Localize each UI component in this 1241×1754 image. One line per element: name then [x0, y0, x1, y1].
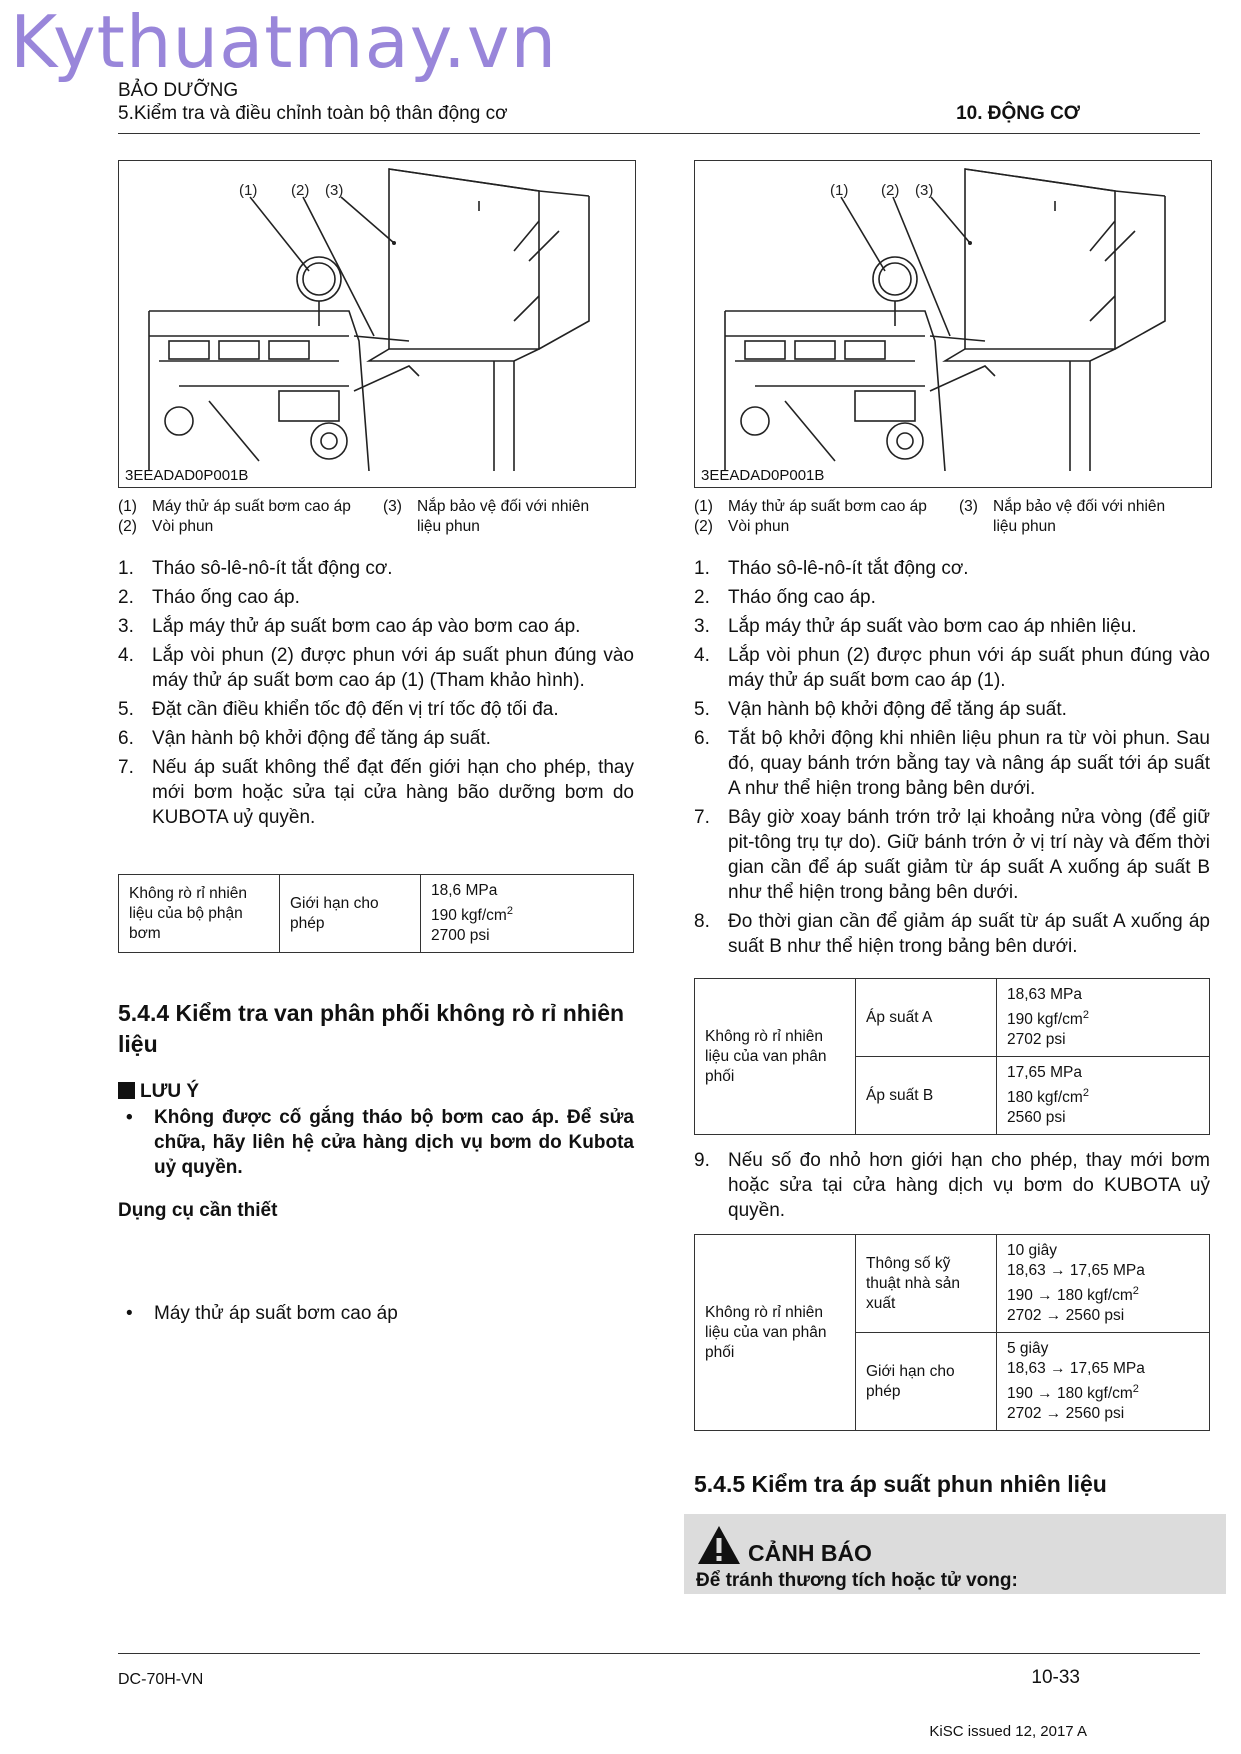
legend-text: liệu phun [993, 518, 1056, 535]
callout-3: (3) [325, 182, 344, 199]
header-subsection: 5.Kiểm tra và điều chỉnh toàn bộ thân động cơ [118, 103, 508, 124]
tools-item: • Máy thử áp suất bơm cao áp [126, 1303, 398, 1324]
legend-num: (2) [694, 518, 713, 535]
legend-text: Nắp bảo vệ đối với nhiên [993, 498, 1166, 515]
left-steps [118, 556, 634, 834]
warning-title: CẢNH BÁO [748, 1540, 872, 1566]
left-figure-legend-a [118, 497, 388, 537]
table-cell: 17,65 MPa 180 kgf/$cm^2$ 2560 psi [997, 1057, 1210, 1135]
legend-text: Nắp bảo vệ đối với nhiên [417, 498, 590, 515]
pump-tester-illustration [119, 161, 635, 487]
table-cell: Giới hạn cho phép [856, 1333, 997, 1431]
list-item: 8. Đo thời gian cần để giảm áp suất từ áp suất A xuống áp suất B như thể hiện trong bảng bên dưới. [694, 911, 1210, 957]
list-item: 2. Tháo ống cao áp. [118, 587, 300, 608]
right-figure-legend-b [959, 497, 1199, 537]
legend-num: (3) [959, 498, 978, 515]
legend-num: (1) [118, 498, 137, 515]
table-cell: Giới hạn cho phép [280, 875, 421, 953]
left-figure-legend-b [383, 497, 623, 537]
warning-text: Để tránh thương tích hoặc tử vong: [696, 1570, 1018, 1591]
table-row [695, 979, 1210, 1057]
table-cell: Không rò rỉ nhiên liệu của bộ phận bơm [119, 875, 280, 953]
header-section: BẢO DƯỠNG [118, 80, 239, 101]
legend-text: Vòi phun [152, 518, 214, 535]
section-title-545: 5.4.5 Kiểm tra áp suất phun nhiên liệu [694, 1471, 1107, 1497]
list-item: 7. Nếu áp suất không thể đạt đến giới hạn cho phép, thay mới bơm hoặc sửa tại cửa hàng bão dưỡng bơm do KUBOTA uỷ quyền. [118, 757, 634, 828]
table-row [695, 1235, 1210, 1333]
list-item: 9. Nếu số đo nhỏ hơn giới hạn cho phép, thay mới bơm hoặc sửa tại cửa hàng dịch vụ bơm do KUBOTA uỷ quyền. [694, 1150, 1210, 1221]
callout-1: (1) [239, 182, 258, 199]
list-item: 2. Tháo ống cao áp. [694, 587, 876, 608]
footer-issued: KiSC issued 12, 2017 A [929, 1723, 1087, 1740]
legend-text: Máy thử áp suất bơm cao áp [152, 498, 351, 515]
table-cell: 10 giây 18,63 → 17,65 MPa 190 → 180 kgf/$cm^2$ 2702 → 2560 psi [997, 1235, 1210, 1333]
left-figure [118, 160, 636, 488]
right-steps [694, 556, 1210, 963]
legend-text: Vòi phun [728, 518, 790, 535]
legend-text: liệu phun [417, 518, 480, 535]
left-spec-table [118, 874, 634, 953]
right-figure-legend-a [694, 497, 964, 537]
note-square-icon [118, 1082, 135, 1099]
note-text: • Không được cố gắng tháo bộ bơm cao áp. Để sửa chữa, hãy liên hệ cửa hàng dịch vụ bơm do Kubota uỷ quyền. [126, 1107, 634, 1178]
table-cell: 18,63 MPa 190 kgf/$cm^2$ 2702 psi [997, 979, 1210, 1057]
warning-box [684, 1514, 1226, 1594]
figure-code: 3EEADAD0P001B [125, 467, 249, 484]
callout-1: (1) [830, 182, 849, 199]
list-item: 6. Tắt bộ khởi động khi nhiên liệu phun ra từ vòi phun. Sau đó, quay bánh trớn bằng tay và nâng áp suất tới áp suất A như thể hiện trong bảng bên dưới. [694, 728, 1210, 799]
right-step-9 [694, 1148, 1210, 1227]
table-row [119, 875, 634, 953]
callout-2: (2) [291, 182, 310, 199]
list-item: 3. Lắp máy thử áp suất vào bơm cao áp nhiên liệu. [694, 616, 1137, 637]
footer-doc-code: DC-70H-VN [118, 1671, 204, 1688]
list-item: 4. Lắp vòi phun (2) được phun với áp suất phun đúng vào máy thử áp suất bơm cao áp (1). [694, 645, 1210, 691]
table-cell: 18,6 MPa 190 kgf/$cm^2$ 2700 psi [421, 875, 634, 953]
pump-tester-illustration [695, 161, 1211, 487]
header-chapter: 10. ĐỘNG CƠ [956, 103, 1080, 124]
footer-rule [118, 1653, 1200, 1654]
table-cell: Áp suất A [856, 979, 997, 1057]
list-item: 3. Lắp máy thử áp suất bơm cao áp vào bơm cao áp. [118, 616, 581, 637]
legend-num: (2) [118, 518, 137, 535]
list-item: 1. Tháo sô-lê-nô-ít tắt động cơ. [118, 558, 393, 579]
footer-page-number: 10-33 [1031, 1667, 1080, 1688]
bullet-icon: • [126, 1303, 133, 1324]
header-rule [118, 133, 1200, 134]
watermark-logo: Kythuatmay.vn [10, 0, 558, 84]
section-title-544: 5.4.4 Kiểm tra van phân phối không rò rỉ nhiên liệu [118, 1000, 625, 1057]
callout-2: (2) [881, 182, 900, 199]
legend-num: (1) [694, 498, 713, 515]
right-leak-table [694, 1234, 1210, 1431]
legend-num: (3) [383, 498, 402, 515]
bullet-icon: • [126, 1107, 133, 1128]
table-cell: Áp suất B [856, 1057, 997, 1135]
table-cell: 5 giây 18,63 → 17,65 MPa 190 → 180 kgf/$cm^2$ 2702 → 2560 psi [997, 1333, 1210, 1431]
table-cell: Không rò rỉ nhiên liệu của van phân phối [695, 979, 856, 1135]
note-heading: LƯU Ý [118, 1081, 199, 1103]
warning-triangle-icon [696, 1524, 742, 1566]
callout-3: (3) [915, 182, 934, 199]
list-item: 7. Bây giờ xoay bánh trớn trở lại khoảng nửa vòng (để giữ pit-tông trụ tự do). Giữ bánh trớn ở vị trí này và đếm thời gian cần để áp suất giảm từ áp suất A xuống áp suất B như thể hiện trong bảng bên dưới. [694, 807, 1210, 903]
list-item: 4. Lắp vòi phun (2) được phun với áp suất phun đúng vào máy thử áp suất bơm cao áp (1) (Tham khảo hình). [118, 645, 634, 691]
figure-code: 3EEADAD0P001B [701, 467, 825, 484]
tools-heading: Dụng cụ cần thiết [118, 1200, 278, 1221]
list-item: 6. Vận hành bộ khởi động để tăng áp suất. [118, 728, 491, 749]
right-figure [694, 160, 1212, 488]
list-item: 5. Vận hành bộ khởi động để tăng áp suất. [694, 699, 1067, 720]
right-pressure-table [694, 978, 1210, 1135]
table-cell: Không rò rỉ nhiên liệu của van phân phối [695, 1235, 856, 1431]
list-item: 5. Đặt cần điều khiển tốc độ đến vị trí tốc độ tối đa. [118, 699, 559, 720]
legend-text: Máy thử áp suất bơm cao áp [728, 498, 927, 515]
list-item: 1. Tháo sô-lê-nô-ít tắt động cơ. [694, 558, 969, 579]
table-cell: Thông số kỹ thuật nhà sản xuất [856, 1235, 997, 1333]
